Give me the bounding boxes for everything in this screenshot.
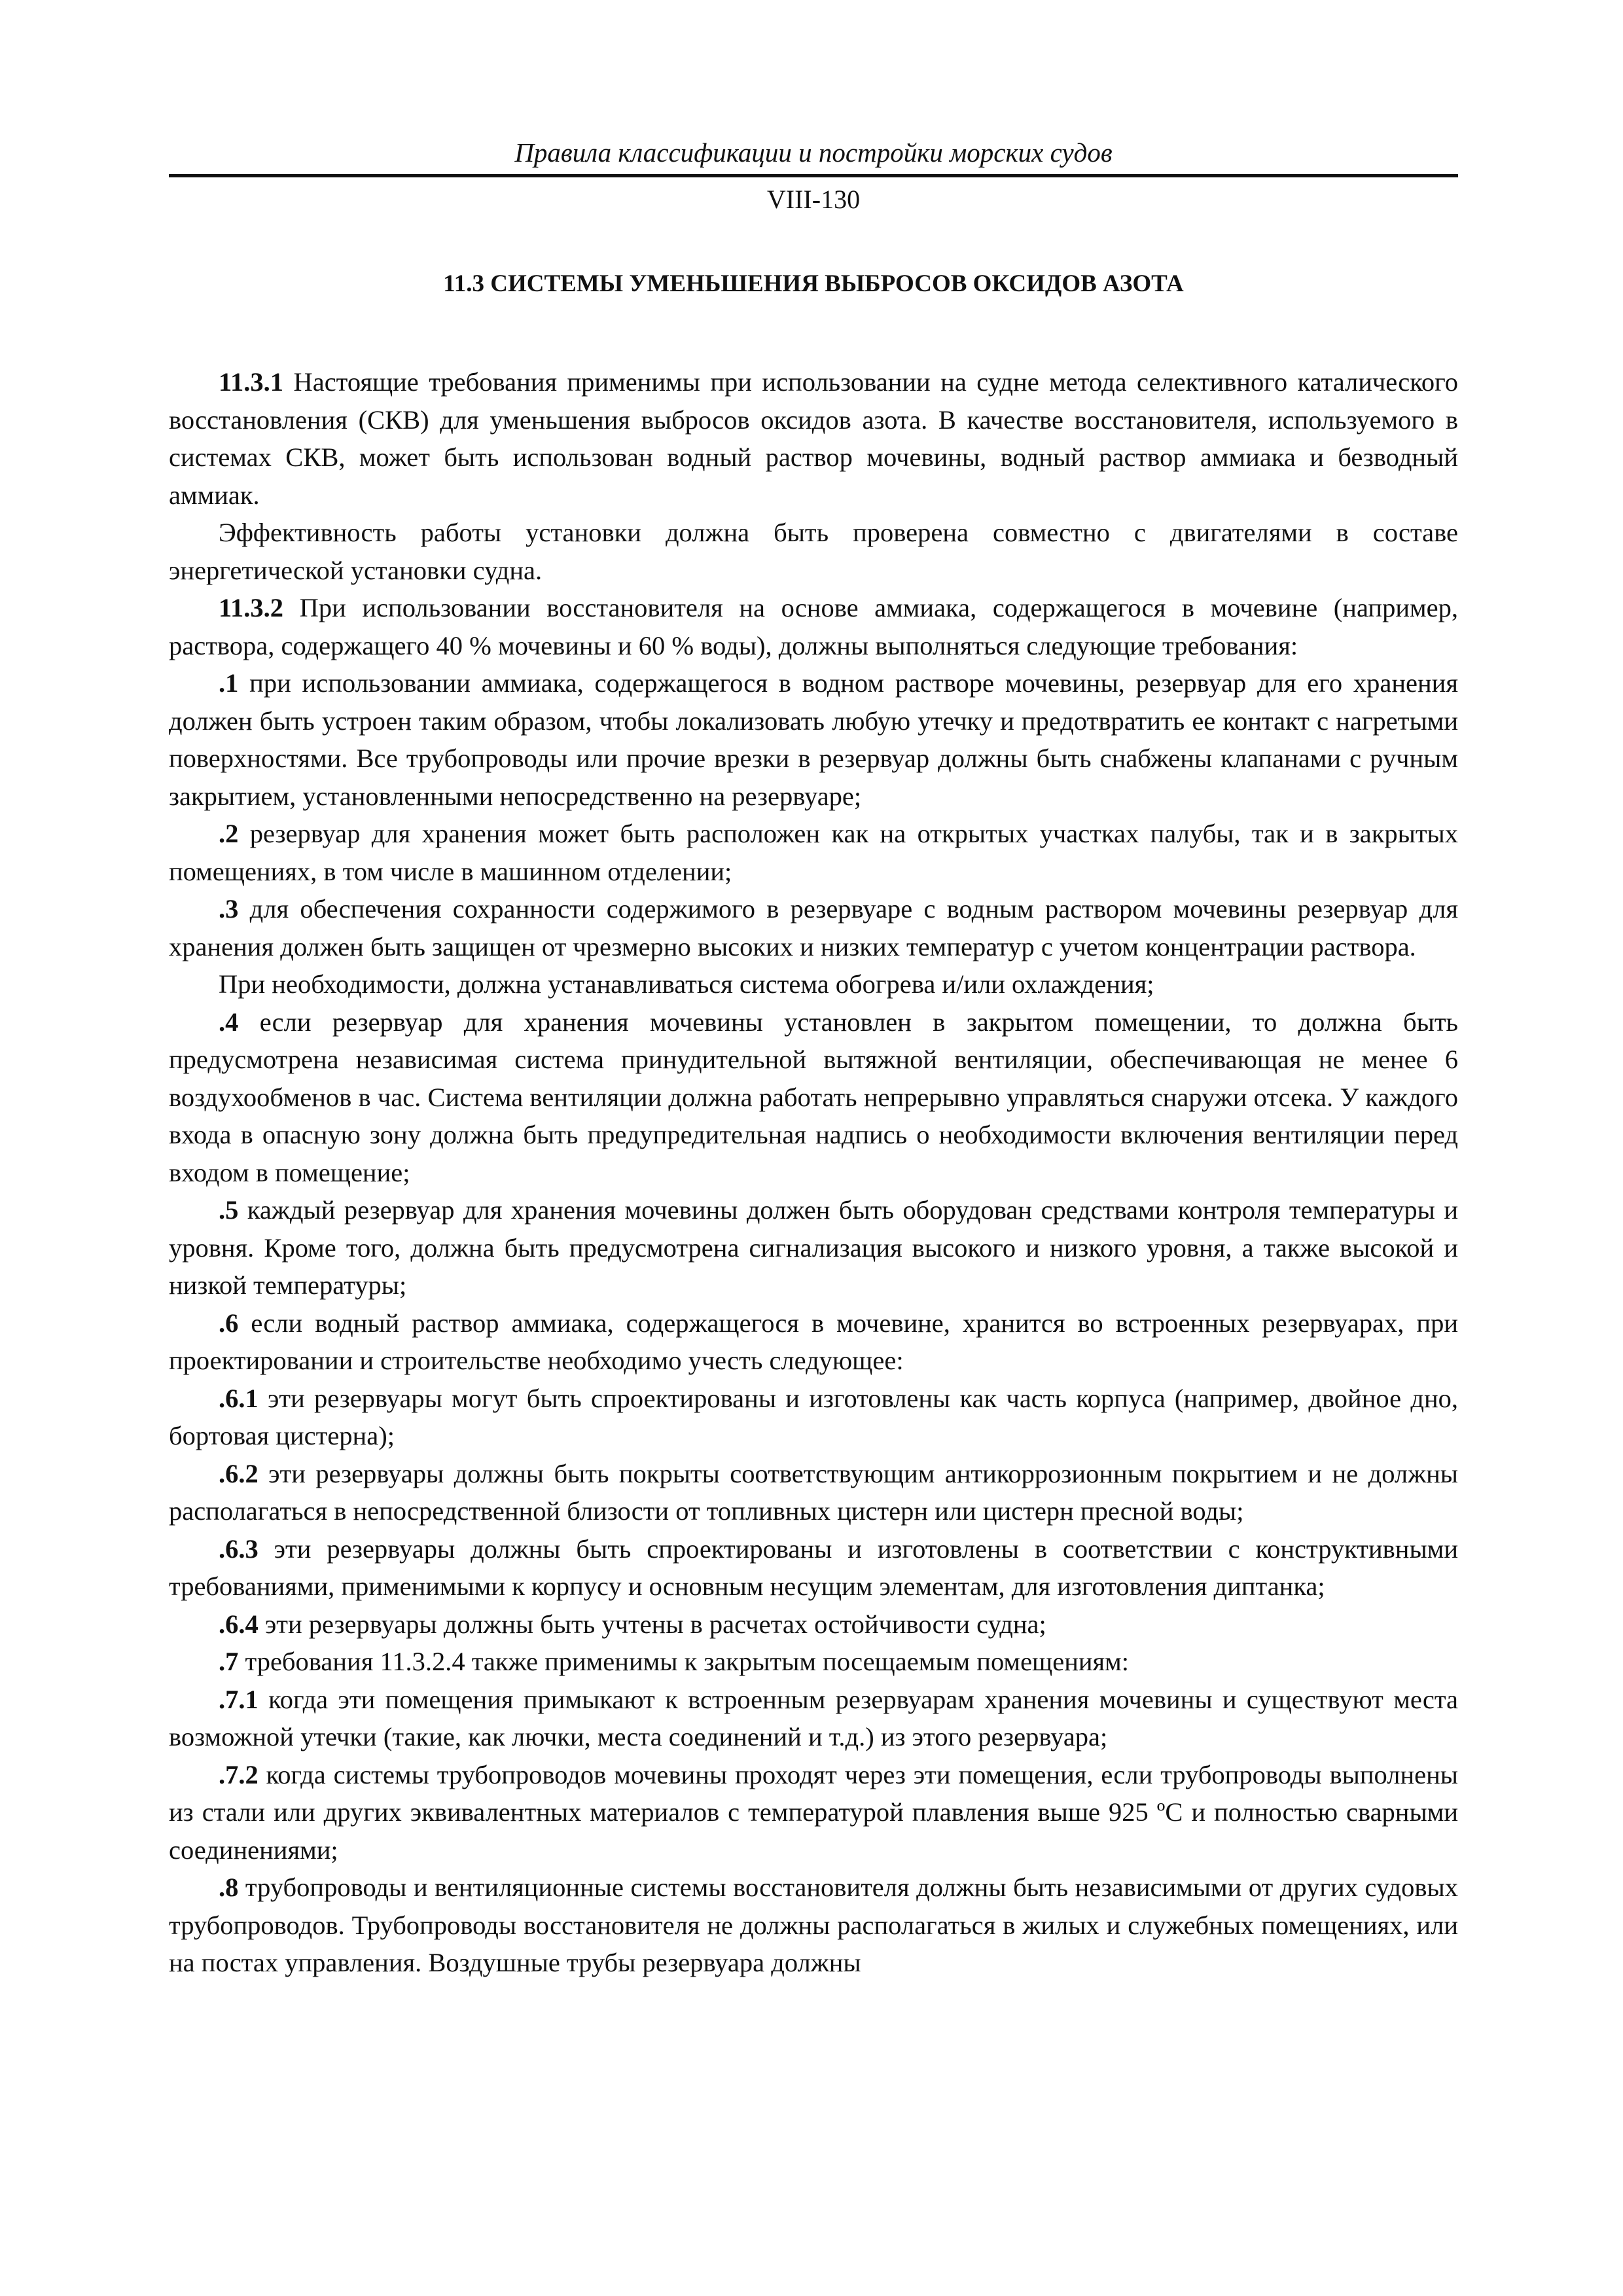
clause-number: .3 <box>219 894 239 924</box>
paragraph <box>169 514 1458 589</box>
paragraph-text: каждый резервуар для хранения мочевины должен быть оборудован средствами контроля температуры и уровня. Кроме того, должна быть предусмотрена сигнализация высокого и низкого уровня, а также высокой и низкой температуры; <box>169 1195 1458 1300</box>
paragraph <box>169 589 1458 664</box>
paragraph <box>169 1643 1458 1681</box>
clause-number: .7.2 <box>219 1759 259 1789</box>
paragraph <box>169 1530 1458 1605</box>
paragraph-text: Эффективность работы установки должна быть проверена совместно с двигателями в составе энергетической установки судна. <box>169 518 1458 585</box>
paragraph <box>169 890 1458 965</box>
clause-number: .6.4 <box>219 1609 259 1639</box>
paragraph <box>169 815 1458 890</box>
paragraph-text: если водный раствор аммиака, содержащегося в мочевине, хранится во встроенных резервуарах, при проектировании и строительстве необходимо учесть следующее: <box>169 1308 1458 1375</box>
page-number: VIII-130 <box>766 185 861 214</box>
clause-number: .2 <box>219 819 239 848</box>
paragraph-text: трубопроводы и вентиляционные системы восстановителя должны быть независимыми от других судовых трубопроводов. Трубопроводы восстановителя не должны располагаться в жилых и служебных помещениях, или на постах управления. Воздушные трубы резервуара должны <box>169 1873 1458 1977</box>
paragraph-text: резервуар для хранения может быть расположен как на открытых участках палубы, так и в закрытых помещениях, в том числе в машинном отделении; <box>169 819 1458 886</box>
clause-number: .8 <box>219 1873 239 1902</box>
paragraph <box>169 1605 1458 1643</box>
paragraph <box>169 363 1458 514</box>
body-text <box>169 363 1458 1982</box>
paragraph <box>169 1191 1458 1304</box>
paragraph <box>169 1869 1458 1982</box>
paragraph-text: когда эти помещения примыкают к встроенным резервуарам хранения мочевины и существуют места возможной утечки (такие, как лючки, места соединений и т.д.) из этого резервуара; <box>169 1684 1458 1751</box>
clause-number: .1 <box>219 668 239 698</box>
paragraph-text: при использовании аммиака, содержащегося в водном растворе мочевины, резервуар для его хранения должен быть устроен таким образом, чтобы локализовать любую утечку и предотвратить ее контакт с нагретыми поверхностями. Все трубопроводы или прочие врезки в резервуар должны быть снабжены клапанами с ручным закрытием, установленными непосредственно на резервуаре; <box>169 668 1458 811</box>
clause-number: .6 <box>219 1308 239 1338</box>
paragraph-text: При использовании восстановителя на основе аммиака, содержащегося в мочевине (например, раствора, содержащего 40 % мочевины и 60 % воды), должны выполняться следующие требования: <box>169 593 1458 660</box>
header-rule <box>169 174 1458 177</box>
paragraph-text: требования 11.3.2.4 также применимы к закрытым посещаемым помещениям: <box>238 1647 1130 1676</box>
running-header: Правила классификации и постройки морских судов <box>514 137 1113 168</box>
paragraph-text: эти резервуары должны быть учтены в расчетах остойчивости судна; <box>258 1609 1046 1639</box>
paragraph <box>169 664 1458 815</box>
paragraph-text: Настоящие требования применимы при использовании на судне метода селективного каталического восстановления (СКВ) для уменьшения выбросов оксидов азота. В качестве восстановителя, используемого в системах СКВ, может быть использован водный раствор мочевины, водный раствор аммиака и безводный аммиак. <box>169 367 1458 510</box>
paragraph <box>169 1681 1458 1756</box>
clause-number: .6.1 <box>219 1383 259 1413</box>
section-title: 11.3 СИСТЕМЫ УМЕНЬШЕНИЯ ВЫБРОСОВ ОКСИДОВ АЗОТА <box>443 270 1184 297</box>
paragraph-text: эти резервуары должны быть покрыты соответствующим антикоррозионным покрытием и не должны располагаться в непосредственной близости от топливных цистерн или цистерн пресной воды; <box>169 1458 1458 1526</box>
clause-number: .6.2 <box>219 1458 259 1488</box>
paragraph-text: эти резервуары могут быть спроектированы и изготовлены как часть корпуса (например, двойное дно, бортовая цистерна); <box>169 1383 1458 1450</box>
clause-number: .4 <box>219 1007 239 1037</box>
paragraph <box>169 1304 1458 1380</box>
paragraph <box>169 1380 1458 1455</box>
clause-number: 11.3.1 <box>219 367 284 397</box>
paragraph <box>169 1455 1458 1530</box>
clause-number: .7 <box>219 1647 239 1676</box>
clause-number: .5 <box>219 1195 239 1225</box>
clause-number: 11.3.2 <box>219 593 284 622</box>
paragraph-text: для обеспечения сохранности содержимого в резервуаре с водным раствором мочевины резервуар для хранения должен быть защищен от чрезмерно высоких и низких температур с учетом концентрации раствора. <box>169 894 1458 961</box>
clause-number: .6.3 <box>219 1534 259 1564</box>
paragraph-text: если резервуар для хранения мочевины установлен в закрытом помещении, то должна быть предусмотрена независимая система принудительной вытяжной вентиляции, обеспечивающая не менее 6 воздухообменов в час. Система вентиляции должна работать непрерывно управляться снаружи отсека. У каждого входа в опасную зону должна быть предупредительная надпись о необходимости включения вентиляции перед входом в помещение; <box>169 1007 1458 1187</box>
paragraph-text: эти резервуары должны быть спроектированы и изготовлены в соответствии с конструктивными требованиями, применимыми к корпусу и основным несущим элементам, для изготовления диптанка; <box>169 1534 1458 1601</box>
paragraph <box>169 965 1458 1003</box>
paragraph <box>169 1003 1458 1192</box>
paragraph <box>169 1756 1458 1869</box>
clause-number: .7.1 <box>219 1684 259 1714</box>
paragraph-text: При необходимости, должна устанавливаться система обогрева и/или охлаждения; <box>219 969 1154 999</box>
paragraph-text: когда системы трубопроводов мочевины проходят через эти помещения, если трубопроводы выполнены из стали или других эквивалентных материалов с температурой плавления выше 925 ºС и полностью сварными соединениями; <box>169 1759 1458 1865</box>
